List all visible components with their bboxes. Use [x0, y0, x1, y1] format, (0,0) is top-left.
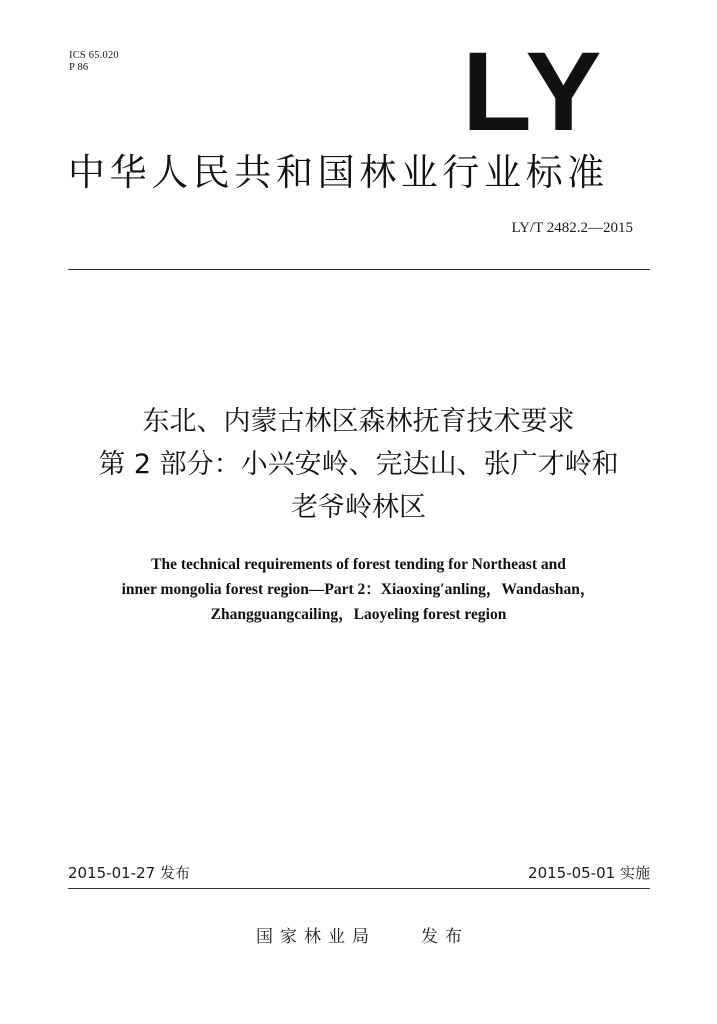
chinese-title-line-2: 第 2 部分：小兴安岭、完达山、张广才岭和 — [98, 449, 619, 480]
english-title-line-1: The technical requirements of forest tending for Northeast and — [151, 556, 566, 573]
english-title-line-2: inner mongolia forest region—Part 2：Xiaoxing′anling，Wandashan， — [121, 581, 596, 598]
chinese-title-line-1: 东北、内蒙古林区森林抚育技术要求 — [142, 406, 575, 437]
chinese-title — [60, 400, 657, 529]
publisher-name: 国家林业局 — [256, 927, 376, 947]
top-divider — [68, 269, 650, 270]
org-title: 中华人民共和国林业行业标准 — [68, 151, 609, 194]
standard-number: LY/T 2482.2—2015 — [511, 220, 633, 236]
standard-logo: LY — [462, 29, 606, 154]
ics-code: ICS 65.020 — [69, 50, 119, 61]
bottom-divider — [68, 888, 650, 889]
english-title-line-3: Zhangguangcailing，Laoyeling forest region — [210, 606, 507, 623]
issue-date: 2015-01-27 发布 — [68, 864, 190, 882]
english-title — [60, 552, 657, 627]
publish-label: 发布 — [421, 927, 469, 947]
chinese-title-line-3: 老爷岭林区 — [291, 492, 426, 523]
ccs-code: P 86 — [69, 62, 89, 73]
classification-codes — [69, 50, 119, 74]
implementation-date: 2015-05-01 实施 — [528, 864, 650, 882]
